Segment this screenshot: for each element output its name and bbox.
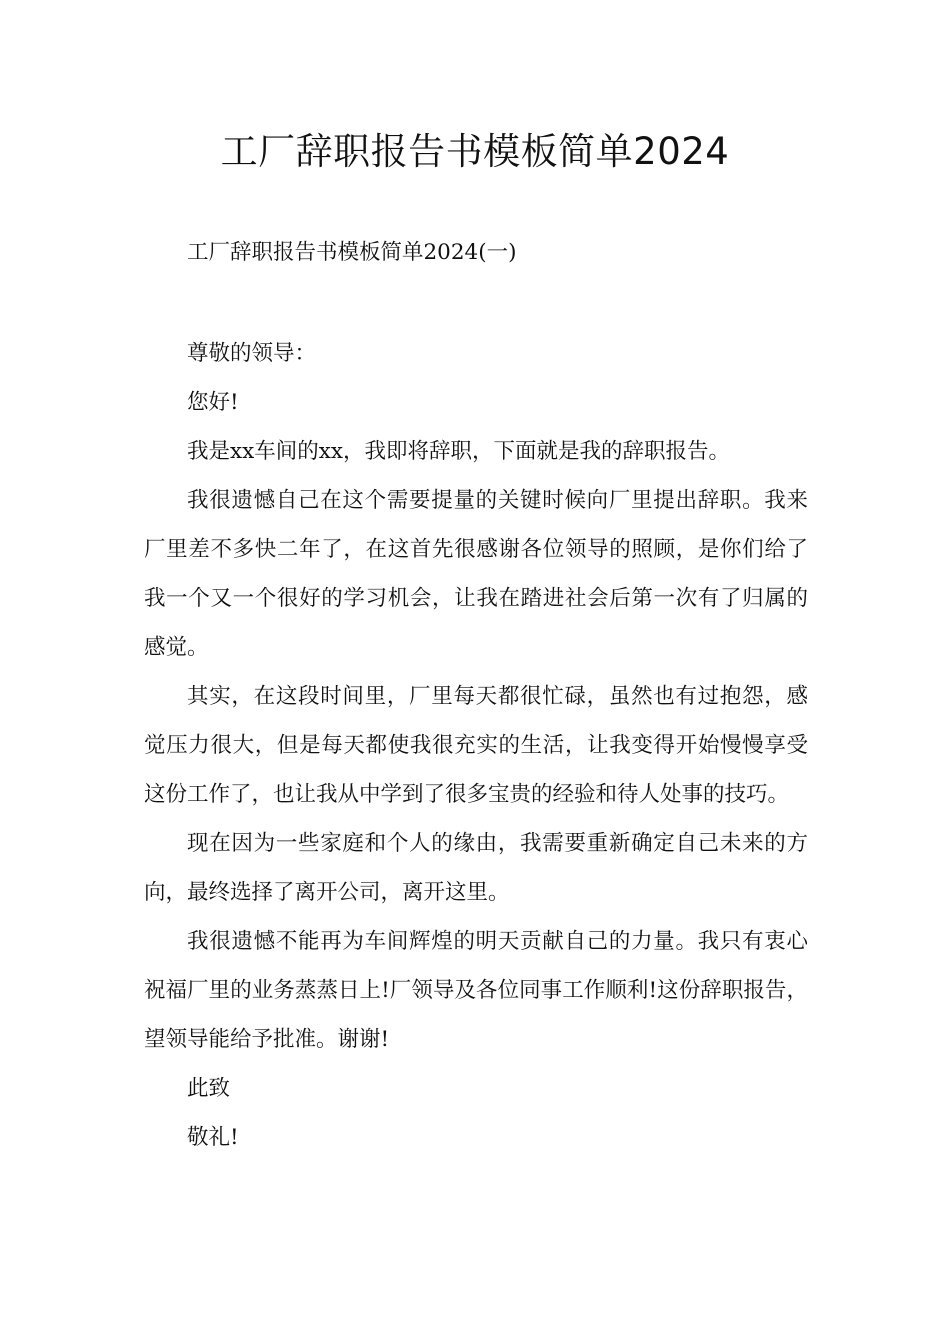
paragraph: 我很遗憾自己在这个需要提量的关键时候向厂里提出辞职。我来厂里差不多快二年了，在这首先很感谢各位领导的照顾，是你们给了我一个又一个很好的学习机会，让我在踏进社会后第一次有了归属的感觉。 — [144, 488, 808, 660]
document-subtitle: 工厂辞职报告书模板简单2024(一) — [187, 240, 517, 265]
paragraph: 我是xx车间的xx，我即将辞职，下面就是我的辞职报告。 — [187, 439, 731, 464]
document-title: 工厂辞职报告书模板简单2024 — [220, 130, 730, 173]
paragraph: 我很遗憾不能再为车间辉煌的明天贡献自己的力量。我只有衷心祝福厂里的业务蒸蒸日上!厂领导及各位同事工作顺利!这份辞职报告，望领导能给予批准。谢谢! — [144, 929, 808, 1052]
salutation: 尊敬的领导： — [187, 341, 317, 366]
paragraph: 其实，在这段时间里，厂里每天都很忙碌，虽然也有过抱怨，感觉压力很大，但是每天都使我很充实的生活，让我变得开始慢慢享受这份工作了，也让我从中学到了很多宝贵的经验和待人处事的技巧。 — [144, 684, 808, 807]
paragraph: 现在因为一些家庭和个人的缘由，我需要重新确定自己未来的方向，最终选择了离开公司，离开这里。 — [144, 831, 808, 905]
regards: 敬礼! — [187, 1125, 239, 1150]
closing: 此致 — [187, 1076, 231, 1101]
greeting: 您好! — [187, 390, 239, 415]
document-body — [144, 228, 808, 1162]
